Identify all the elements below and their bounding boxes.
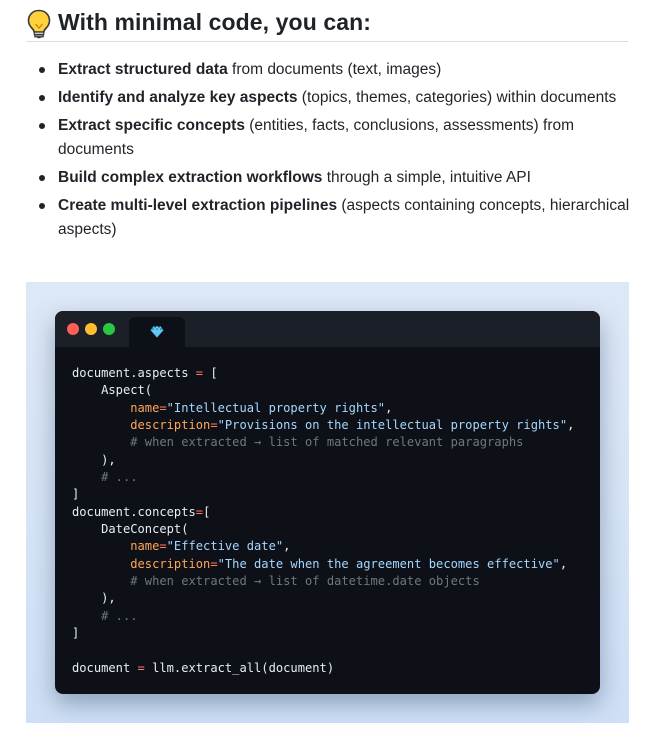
code-line [72,365,574,382]
feature-item [26,58,636,82]
code-line [72,504,574,521]
code-token: = [195,366,204,380]
code-line [72,590,574,607]
code-token [72,470,101,484]
code-line [72,486,574,503]
bullet-icon [39,123,45,129]
feature-item [26,86,636,110]
close-dot-icon [67,323,79,335]
feature-bold-text: Create multi-level extraction pipelines [58,197,338,214]
feature-bold-text: Identify and analyze key aspects [58,89,298,106]
code-token: "Provisions on the intellectual property rights" [217,418,568,433]
code-line [72,469,574,486]
code-token: # when extracted → list of matched relevant paragraphs [130,435,524,450]
feature-description: (entities, facts, conclusions, assessments) from documents [58,117,575,158]
code-line [72,417,574,434]
code-line [72,452,574,469]
code-token: llm.extract_all(document) [144,660,335,675]
code-token: [ [203,366,218,380]
bullet-icon [39,95,45,101]
code-token: = [159,539,167,554]
feature-description: (aspects containing concepts, hierarchical aspects) [58,197,630,238]
feature-list [26,58,636,246]
code-line [72,434,574,451]
code-token: description [130,556,211,571]
feature-item [26,194,636,242]
code-token: "Intellectual property rights" [166,400,386,415]
code-token: ), [72,452,116,467]
code-line [72,643,574,660]
code-token [72,574,130,588]
code-token: "Effective date" [166,539,284,554]
code-token: name [130,539,160,554]
code-line [72,660,574,677]
diamond-icon [150,326,164,338]
code-token: , [385,400,393,415]
code-token: ), [72,591,116,606]
bullet-icon [39,67,45,73]
code-token: = [210,556,218,571]
code-token: description [130,418,211,433]
code-token: = [210,418,218,433]
code-token [72,401,130,415]
code-block [72,365,574,677]
feature-description: (topics, themes, categories) within documents [297,89,617,106]
code-token [72,418,130,432]
minimize-dot-icon [85,323,97,335]
code-token: ] [72,487,80,502]
code-token: DateConcept( [72,522,189,537]
code-token [72,557,130,571]
code-line [72,625,574,642]
feature-item [26,114,636,162]
maximize-dot-icon [103,323,115,335]
code-line [72,538,574,555]
code-line [72,608,574,625]
code-token: document [72,660,138,675]
code-token: "The date when the agreement becomes effective" [217,556,560,571]
code-token: , [559,556,568,571]
code-token [72,539,130,553]
code-token: document.concepts [72,504,196,519]
code-line [72,556,574,573]
code-token: # ... [101,608,138,623]
code-token: = [137,660,145,675]
code-token [72,609,101,623]
code-token: # when extracted → list of datetime.date objects [130,574,480,589]
code-token: name [130,400,160,415]
lightbulb-icon [26,9,52,39]
code-line [72,382,574,399]
code-token: = [195,504,204,519]
code-line [72,573,574,590]
code-token: # ... [101,470,138,485]
editor-tab[interactable] [129,317,185,347]
code-token: = [159,400,167,415]
feature-bold-text: Build complex extraction workflows [58,169,323,186]
bullet-icon [39,203,45,209]
code-token: [ [203,504,211,519]
feature-bold-text: Extract specific concepts [58,117,245,134]
code-token: , [283,539,291,554]
feature-bold-text: Extract structured data [58,61,228,78]
editor-titlebar [55,311,600,347]
code-token: ] [72,626,80,641]
feature-description: through a simple, intuitive API [322,169,531,186]
section-heading [26,4,628,42]
code-token: , [567,418,575,433]
code-token: document.aspects [72,366,196,380]
code-token [72,435,130,449]
code-line [72,400,574,417]
feature-description: from documents (text, images) [227,61,442,78]
code-line [72,521,574,538]
feature-item [26,166,636,190]
code-editor-window [55,311,600,694]
code-token: Aspect( [72,383,153,398]
section-title: With minimal code, you can: [58,9,372,35]
bullet-icon [39,175,45,181]
